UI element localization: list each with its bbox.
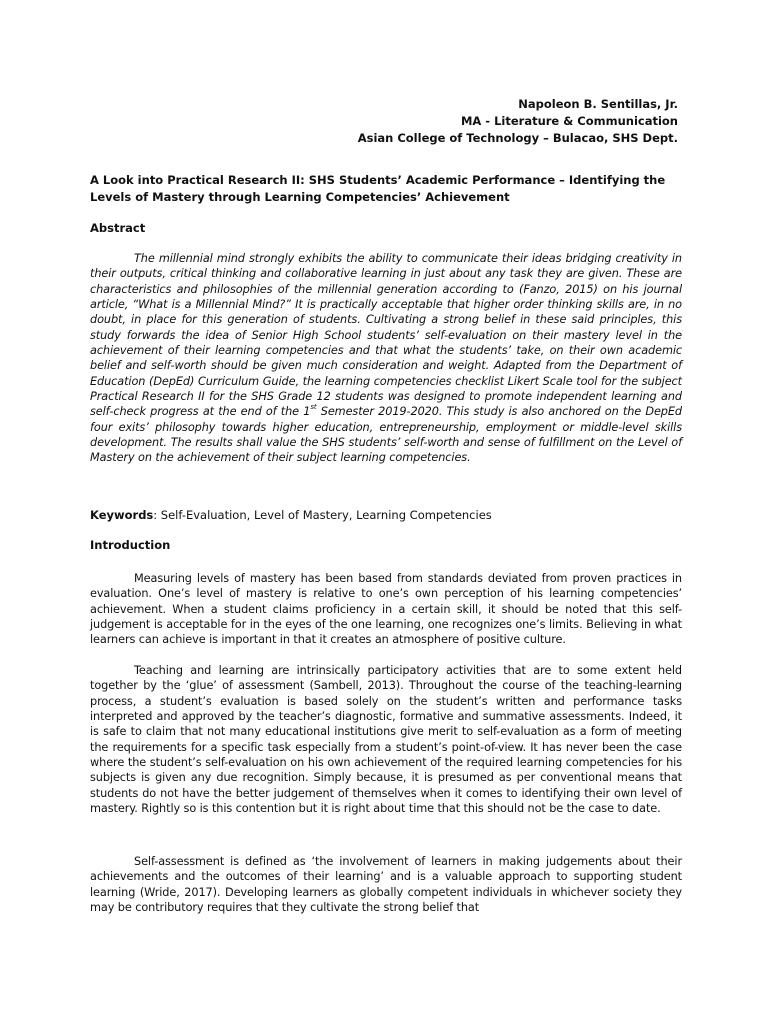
intro-paragraph-2: Teaching and learning are intrinsically participatory activities that are to some extent held together by the ‘glue’ of assessment (Sambell, 2013). Throughout the course of the teaching-learning process, a student’s evaluation is based solely on the student’s written and performance tasks interpreted and approved by the teacher’s diagnostic, formative and summative assessments. Indeed, it is safe to claim that not many educational institutions give merit to self-evaluation as a form of meeting the requirements for a specific task especially from a student’s point-of-view. It has never been the case where the student’s self-evaluation on his own achievement of the required learning competencies for his subjects is given any due recognition. Simply because, it is presumed as per conventional means that students do not have the better judgement of themselves when it comes to identifying their own level of mastery. Rightly so is this contention but it is right about time that this should not be the case to date. bbox=[90, 664, 682, 816]
keywords-text: : Self-Evaluation, Level of Mastery, Learning Competencies bbox=[153, 508, 492, 522]
author-degree: MA - Literature & Communication bbox=[460, 114, 678, 128]
abstract-body bbox=[90, 251, 682, 466]
abstract-superscript: st bbox=[310, 403, 317, 412]
author-block bbox=[358, 96, 678, 147]
author-name: Napoleon B. Sentillas, Jr. bbox=[518, 97, 678, 111]
introduction-heading: Introduction bbox=[90, 538, 171, 552]
keywords-label: Keywords bbox=[90, 508, 154, 522]
intro-paragraph-1: Measuring levels of mastery has been based from standards deviated from proven practices in evaluation. One’s level of mastery is relative to one’s own perception of his learning competencies’ achievement. When a student claims proficiency in a certain skill, it should be noted that this self-judgement is acceptable for in the eyes of the one learning, one recognizes one’s limits. Believing in what learners can achieve is important in that it creates an atmosphere of positive culture. bbox=[90, 572, 682, 647]
intro-paragraph-3: Self-assessment is defined as ‘the involvement of learners in making judgements about their achievements and the outcomes of their learning’ and is a valuable approach to supporting student learning (Wride, 2017). Developing learners as globally competent individuals in whichever society they may be contributory requires that they cultivate the strong belief that bbox=[90, 855, 682, 915]
author-affiliation: Asian College of Technology – Bulacao, SHS Dept. bbox=[357, 131, 678, 145]
abstract-text-part2: Semester 2019-2020. This study is also anchored on the DepEd four exits’ philosophy towards higher education, entrepreneurship, employment or middle-level skills development. The results shall value the SHS students’ self-worth and sense of fulfillment on the Level of Mastery on the achievement of their subject learning competencies. bbox=[90, 405, 682, 465]
paper-title: A Look into Practical Research II: SHS Students’ Academic Performance – Identifying the Levels of Mastery through Learning Competencies’ Achievement bbox=[90, 173, 666, 204]
abstract-heading: Abstract bbox=[90, 221, 146, 235]
keywords-line bbox=[90, 507, 682, 524]
abstract-text-part1: The millennial mind strongly exhibits the ability to communicate their ideas bridging creativity in their outputs, critical thinking and collaborative learning in just about any task they are given. These are characteristics and philosophies of the millennial generation according to (Fanzo, 2015) on his journal article, “What is a Millennial Mind?” It is practically acceptable that higher order thinking skills are, in no doubt, in place for this generation of students. Cultivating a strong belief in these said principles, this study forwards the idea of Senior High School students’ self-evaluation on their mastery level in the achievement of their learning competencies and that what the students’ take, on their own academic belief and self-worth should be given much consideration and weight. Adapted from the Department of Education (DepEd) Curriculum Guide, the learning competencies checklist Likert Scale tool for the subject Practical Research II for the SHS Grade 12 students was designed to promote independent learning and self-check progress at the end of the 1 bbox=[90, 252, 682, 419]
